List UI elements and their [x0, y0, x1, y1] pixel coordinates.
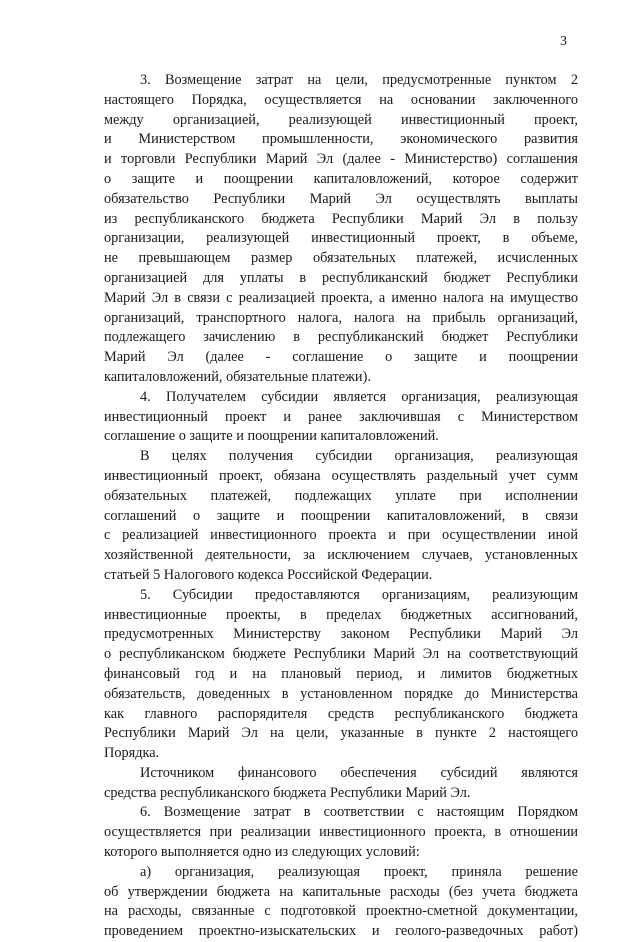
text-line: между организацией, реализующей инвестиционный проект,	[104, 111, 578, 128]
text-line: инвестиционный проект, обязана осуществлять раздельный учет сумм	[104, 467, 578, 484]
text-line: Источником финансового обеспечения субсидий являются	[140, 764, 578, 781]
text-line: из республиканского бюджета Республики Марий Эл в пользу	[104, 210, 578, 227]
text-line: как главного распорядителя средств республиканского бюджета	[104, 705, 578, 722]
text-line: об утверждении бюджета на капитальные расходы (без учета бюджета	[104, 883, 578, 900]
text-line: на расходы, связанные с подготовкой проектно-сметной документации,	[104, 903, 578, 920]
text-line: обязательств, доведенных в установленном порядке до Министерства	[104, 685, 578, 702]
text-line: Марий Эл в связи с реализацией проекта, а именно налога на имущество	[104, 289, 578, 306]
text-line: проведением проектно-изыскательских и геолого-разведочных работ)	[104, 923, 578, 940]
text-line: 3. Возмещение затрат на цели, предусмотренные пунктом 2	[140, 72, 578, 88]
paragraph-p5b	[104, 764, 578, 804]
text-line: организацией для уплаты в республиканский бюджет Республики	[104, 269, 578, 286]
text-line: не превышающем размер обязательных платежей, исчисленных	[104, 250, 578, 267]
text-line: которого выполняется одно из следующих условий:	[104, 844, 420, 861]
text-line: Марий Эл (далее - соглашение о защите и поощрении	[104, 349, 578, 366]
paragraph-p4	[104, 388, 578, 447]
text-line: Республики Марий Эл на цели, указанные в пункте 2 настоящего	[104, 725, 578, 742]
text-line: инвестиционные проекты, в пределах бюджетных ассигнований,	[104, 606, 578, 623]
text-line: средства республиканского бюджета Республики Марий Эл.	[104, 784, 471, 801]
paragraph-p3	[104, 71, 578, 388]
text-line: статьей 5 Налогового кодекса Российской Федерации.	[104, 566, 433, 583]
text-line: организаций, транспортного налога, налога на прибыль организаций,	[104, 309, 578, 326]
page-number: 3	[560, 34, 567, 49]
text-line: капиталовложений, обязательные платежи).	[104, 368, 371, 385]
text-line: осуществляется при реализации инвестиционного проекта, в отношении	[104, 824, 578, 841]
text-line: организации, реализующей инвестиционный проект, в объеме,	[104, 230, 578, 247]
text-line: подлежащего зачислению в республиканский бюджет Республики	[104, 329, 578, 346]
text-line: соглашений о защите и поощрении капиталовложений, в связи	[104, 507, 578, 524]
document-body	[104, 71, 578, 942]
text-line: и Министерством промышленности, экономического развития	[104, 131, 578, 148]
text-line: Порядка.	[104, 745, 160, 762]
text-line: о защите и поощрении капиталовложений, которое содержит	[104, 170, 578, 187]
text-line: о республиканском бюджете Республики Марий Эл на соответствующий	[104, 646, 578, 663]
paragraph-p5	[104, 586, 578, 764]
text-line: 6. Возмещение затрат в соответствии с настоящим Порядком	[140, 804, 578, 821]
text-line: предусмотренных Министерству законом Республики Марий Эл	[104, 626, 578, 643]
text-line: соглашение о защите и поощрении капиталовложений.	[104, 428, 439, 445]
text-line: обязательство Республики Марий Эл осуществлять выплаты	[104, 190, 578, 207]
paragraph-p6a	[104, 863, 578, 942]
text-line: обязательных платежей, подлежащих уплате при исполнении	[104, 487, 578, 504]
text-line: настоящего Порядка, осуществляется на основании заключенного	[104, 91, 578, 108]
text-line: финансовый год и на плановый период, и лимитов бюджетных	[104, 665, 578, 682]
text-line: 4. Получателем субсидии является организация, реализующая	[140, 388, 578, 405]
text-line: В целях получения субсидии организация, реализующая	[140, 448, 578, 465]
paragraph-p6	[104, 803, 578, 862]
text-line: хозяйственной деятельности, за исключением случаев, установленных	[104, 547, 578, 564]
text-line: и торговли Республики Марий Эл (далее - Министерство) соглашения	[104, 151, 578, 168]
paragraph-p4b	[104, 447, 578, 586]
text-line: а) организация, реализующая проект, приняла решение	[140, 863, 578, 880]
text-line: инвестиционный проект и ранее заключившая с Министерством	[104, 408, 578, 425]
text-line: с реализацией инвестиционного проекта и при осуществлении иной	[104, 527, 578, 544]
text-line: 5. Субсидии предоставляются организациям, реализующим	[140, 586, 578, 603]
